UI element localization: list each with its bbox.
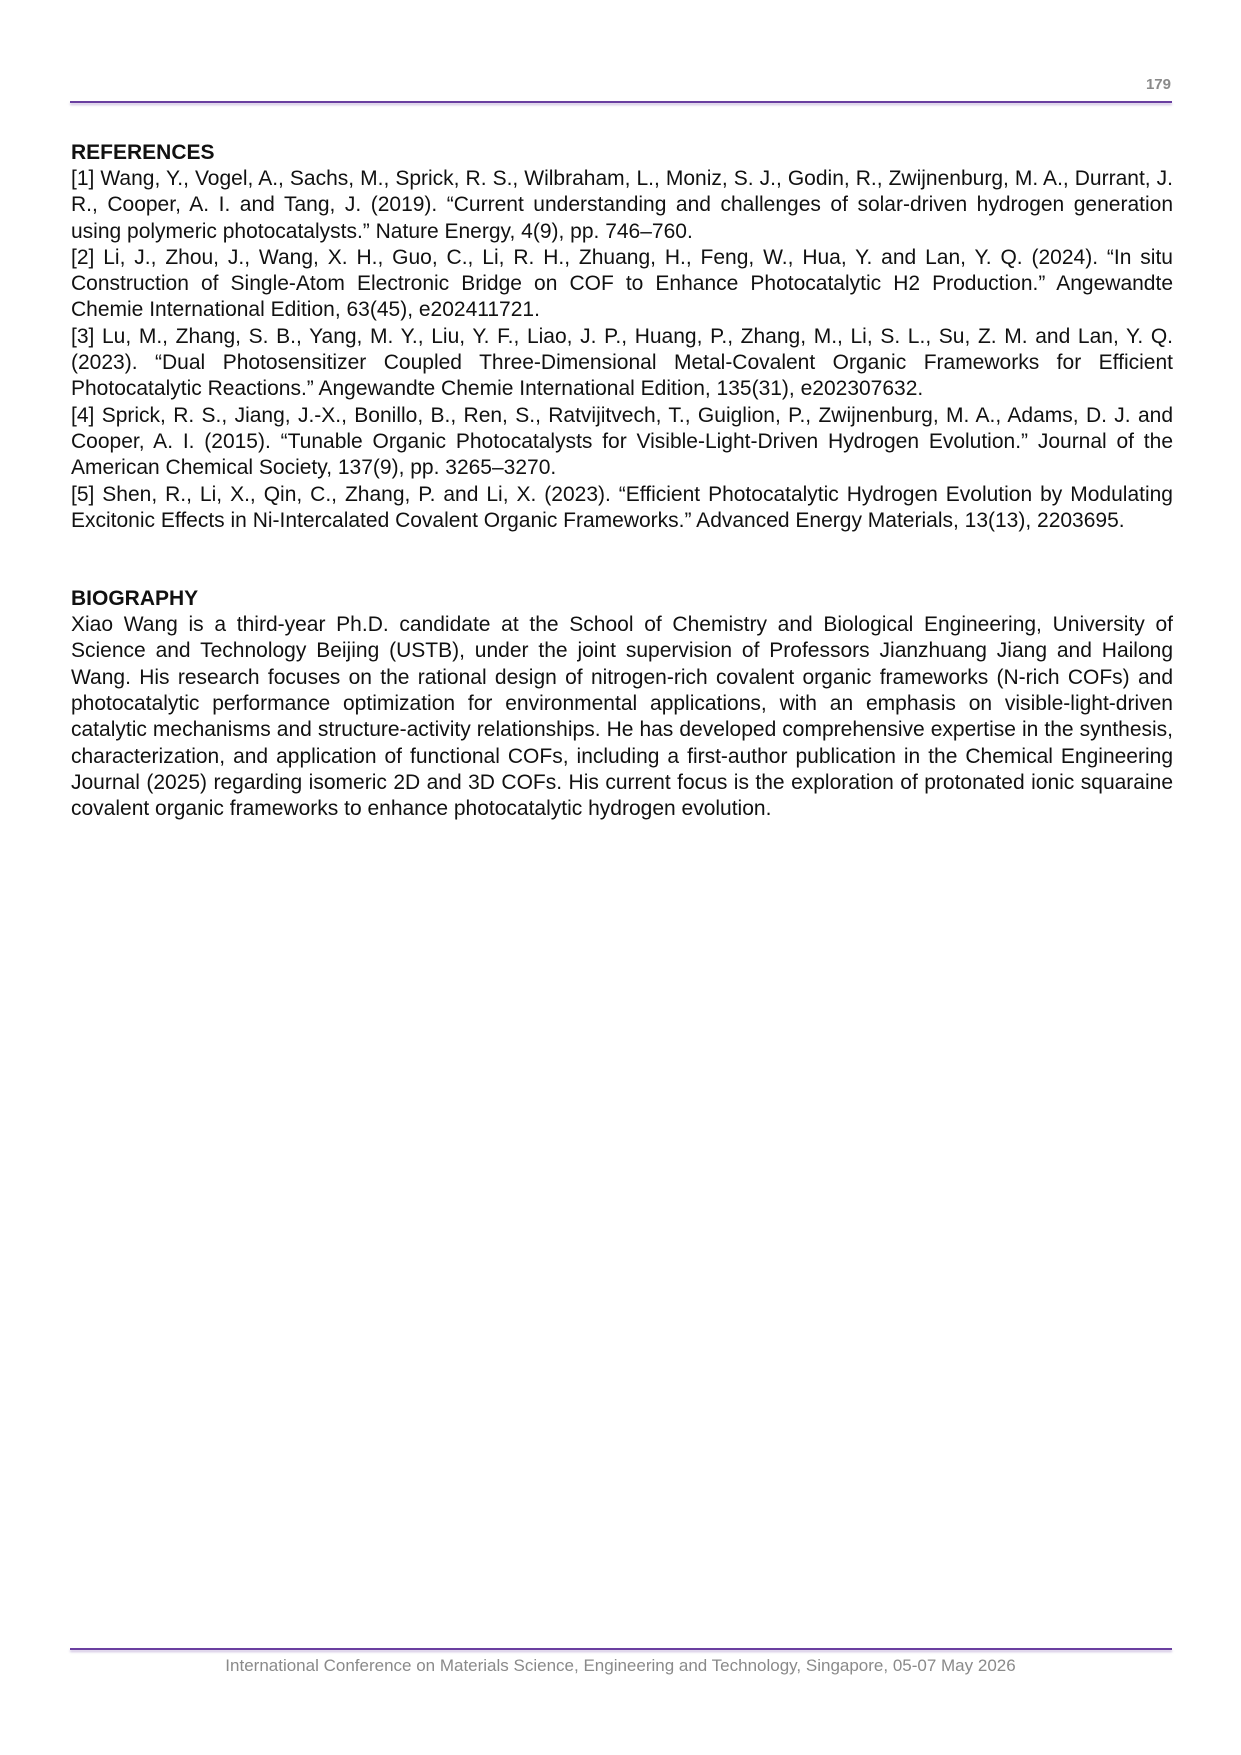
page-number: 179 bbox=[1145, 76, 1171, 93]
reference-item-2: [2] Li, J., Zhou, J., Wang, X. H., Guo, C., Li, R. H., Zhuang, H., Feng, W., Hua, Y. and Lan, Y. Q. (2024). “In situ Construction of Single-Atom Electronic Bridge on COF to Enhance Photocatalytic H2 Production.” Angewandte Chemie International Edition, 63(45), e202411721. bbox=[71, 245, 1173, 322]
reference-item-3: [3] Lu, M., Zhang, S. B., Yang, M. Y., Liu, Y. F., Liao, J. P., Huang, P., Zhang, M., Li, S. L., Su, Z. M. and Lan, Y. Q. (2023). “Dual Photosensitizer Coupled Three-Dimensional Metal-Covalent Organic Frameworks for Efficient Photocatalytic Reactions.” Angewandte Chemie International Edition, 135(31), e202307632. bbox=[71, 324, 1173, 401]
reference-item-1: [1] Wang, Y., Vogel, A., Sachs, M., Sprick, R. S., Wilbraham, L., Moniz, S. J., Godin, R., Zwijnenburg, M. A., Durrant, J. R., Cooper, A. I. and Tang, J. (2019). “Current understanding and challenges of solar-driven hydrogen generation using polymeric photocatalysts.” Nature Energy, 4(9), pp. 746–760. bbox=[71, 167, 1173, 243]
reference-item-4: [4] Sprick, R. S., Jiang, J.-X., Bonillo, B., Ren, S., Ratvijitvech, T., Guiglion, P., Zwijnenburg, M. A., Adams, D. J. and Cooper, A. I. (2015). “Tunable Organic Photocatalysts for Visible-Light-Driven Hydrogen Evolution.” Journal of the American Chemical Society, 137(9), pp. 3265–3270. bbox=[71, 403, 1173, 480]
reference-item-5: [5] Shen, R., Li, X., Qin, C., Zhang, P. and Li, X. (2023). “Efficient Photocatalytic Hydrogen Evolution by Modulating Excitonic Effects in Ni-Intercalated Covalent Organic Frameworks.” Advanced Energy Materials, 13(13), 2203695. bbox=[71, 482, 1173, 532]
header-divider bbox=[70, 101, 1172, 103]
biography-text: Xiao Wang is a third-year Ph.D. candidate at the School of Chemistry and Biological Engineering, University of Science and Technology Beijing (USTB), under the joint supervision of Professors Jianzhuang Jiang and Hailong Wang. His research focuses on the rational design of nitrogen-rich covalent organic frameworks (N-rich COFs) and photocatalytic performance optimization for environmental applications, with an emphasis on visible-light-driven catalytic mechanisms and structure-activity relationships. He has developed comprehensive expertise in the synthesis, characterization, and application of functional COFs, including a first-author publication in the Chemical Engineering Journal (2025) regarding isomeric 2D and 3D COFs. His current focus is the exploration of protonated ionic squaraine covalent organic frameworks to enhance photocatalytic hydrogen evolution. bbox=[71, 613, 1173, 821]
page-content bbox=[71, 140, 1173, 823]
biography-heading: BIOGRAPHY bbox=[71, 587, 199, 611]
biography-section bbox=[71, 586, 1173, 822]
section-spacer bbox=[71, 534, 1173, 586]
conference-footer: International Conference on Materials Science, Engineering and Technology, Singapore, 05-07 May 2026 bbox=[225, 1656, 1016, 1675]
references-heading: REFERENCES bbox=[71, 141, 215, 164]
references-section bbox=[71, 140, 1173, 534]
footer-divider bbox=[70, 1648, 1172, 1650]
